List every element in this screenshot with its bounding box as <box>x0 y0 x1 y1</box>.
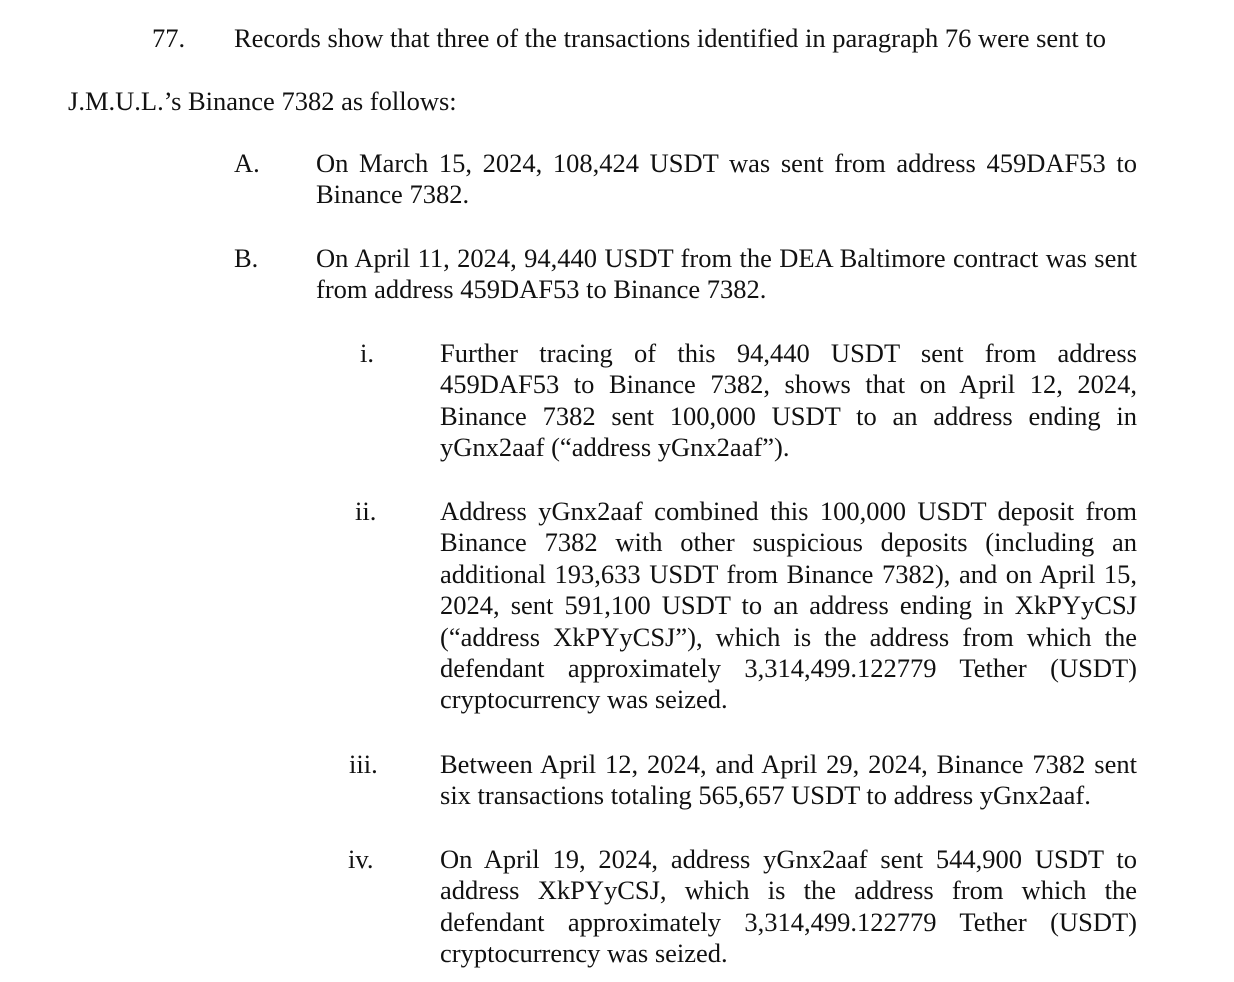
item-text: On April 11, 2024, 94,440 USDT from the DEA Baltimore contract was sent from address 459DAF53 to Binance 7382. <box>316 243 1137 305</box>
subitem-label: iii. <box>349 749 378 779</box>
item-label: B. <box>234 243 259 273</box>
subitem-text: Address yGnx2aaf combined this 100,000 USDT deposit from Binance 7382 with other suspicious deposits (including an additional 193,633 USDT from Binance 7382), and on April 15, 2024, sent 591,100 USDT to an address ending in XkPYyCSJ (“address XkPYyCSJ”), which is the address from which the defendant approximately 3,314,499.122779 Tether (USDT) cryptocurrency was seized. <box>440 496 1137 715</box>
paragraph-continuation-text: J.M.U.L.’s Binance 7382 as follows: <box>68 86 457 116</box>
subitem-label: iv. <box>348 844 374 874</box>
paragraph-number: 77. <box>152 23 186 53</box>
subitem-label: i. <box>360 338 374 368</box>
subitem-text: Further tracing of this 94,440 USDT sent from address 459DAF53 to Binance 7382, shows that on April 12, 2024, Binance 7382 sent 100,000 USDT to an address ending in yGnx2aaf (“address yGnx2aaf”). <box>440 338 1137 463</box>
item-label: A. <box>234 148 260 178</box>
subitem-text: On April 19, 2024, address yGnx2aaf sent 544,900 USDT to address XkPYyCSJ, which is the address from which the defendant approximately 3,314,499.122779 Tether (USDT) cryptocurrency was seized. <box>440 844 1137 969</box>
subitem-label: ii. <box>355 496 377 526</box>
paragraph-lead-text: Records show that three of the transactions identified in paragraph 76 were sent to <box>234 23 1107 53</box>
item-text: On March 15, 2024, 108,424 USDT was sent from address 459DAF53 to Binance 7382. <box>316 148 1137 210</box>
subitem-text: Between April 12, 2024, and April 29, 2024, Binance 7382 sent six transactions totaling 565,657 USDT to address yGnx2aaf. <box>440 749 1137 811</box>
